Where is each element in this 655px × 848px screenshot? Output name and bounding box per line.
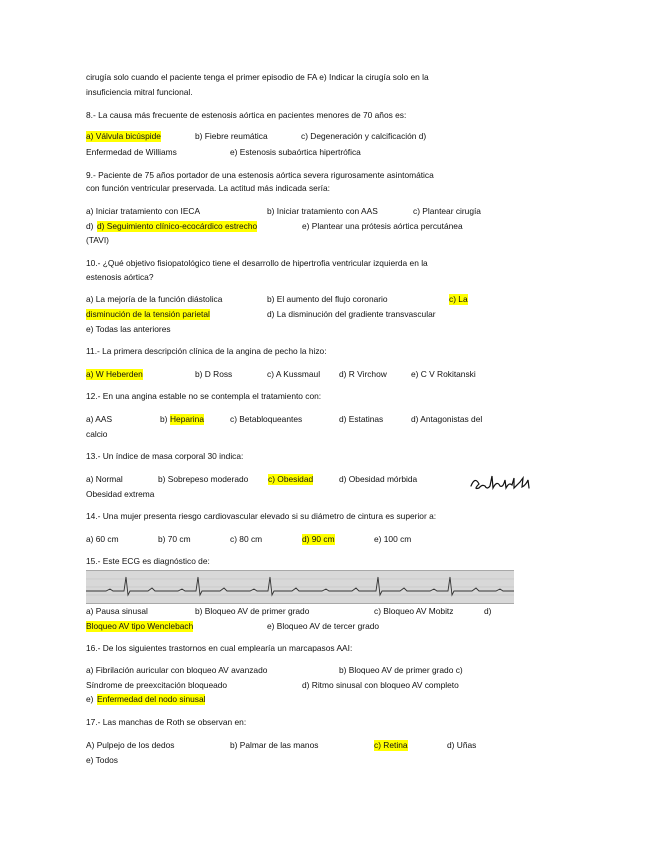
q15-option-d-label: d) xyxy=(484,606,492,616)
q9-option-e-cont: (TAVI) xyxy=(86,235,109,245)
question-12: 12.- En una angina estable no se contempla el tratamiento con: xyxy=(86,391,322,401)
question-11: 11.- La primera descripción clínica de la angina de pecho la hizo: xyxy=(86,346,327,356)
ecg-strip-image xyxy=(86,570,514,604)
q10-option-a: a) La mejoría de la función diástolica xyxy=(86,294,223,304)
q12-option-b-label: b) xyxy=(160,414,168,424)
q8-option-c: c) Degeneración y calcificación d) xyxy=(301,131,427,141)
q9-option-d: d) Seguimiento clínico-ecocárdico estrecho xyxy=(97,221,258,231)
q17-option-c: c) Retina xyxy=(374,740,408,750)
q9-option-e: e) Plantear una prótesis aórtica percutánea xyxy=(302,221,463,231)
q13-option-c: c) Obesidad xyxy=(268,474,314,484)
question-9-line-1: 9.- Paciente de 75 años portador de una estenosis aórtica severa rigurosamente asintomática xyxy=(86,170,434,180)
q9-option-a: a) Iniciar tratamiento con IECA xyxy=(86,206,201,216)
q10-option-c: c) La xyxy=(449,294,468,304)
q12-option-b: Heparina xyxy=(170,414,204,424)
question-13: 13.- Un índice de masa corporal 30 indica: xyxy=(86,451,244,461)
q13-option-e-cont: Obesidad extrema xyxy=(86,489,155,499)
q11-option-e: e) C V Rokitanski xyxy=(411,369,476,379)
q16-option-a: a) Fibrilación auricular con bloqueo AV avanzado xyxy=(86,665,268,675)
q12-option-c: c) Betabloqueantes xyxy=(230,414,303,424)
q12-option-e: d) Antagonistas del xyxy=(411,414,483,424)
q15-option-b: b) Bloqueo AV de primer grado xyxy=(195,606,310,616)
q16-option-d: d) Ritmo sinusal con bloqueo AV completo xyxy=(302,680,459,690)
intro-line-1: cirugía solo cuando el paciente tenga el primer episodio de FA e) Indicar la cirugía solo en la xyxy=(86,72,429,82)
q12-option-a: a) AAS xyxy=(86,414,113,424)
q9-option-c: c) Plantear cirugía xyxy=(413,206,481,216)
q13-option-d: d) Obesidad mórbida xyxy=(339,474,418,484)
question-15: 15.- Este ECG es diagnóstico de: xyxy=(86,556,210,566)
q10-option-d: d) La disminución del gradiente transvascular xyxy=(267,309,436,319)
q14-option-b: b) 70 cm xyxy=(158,534,191,544)
q11-option-b: b) D Ross xyxy=(195,369,233,379)
q9-option-b: b) Iniciar tratamiento con AAS xyxy=(267,206,378,216)
question-14: 14.- Una mujer presenta riesgo cardiovascular elevado si su diámetro de cintura es superior a: xyxy=(86,511,437,521)
q16-option-e: Enfermedad del nodo sinusal xyxy=(97,694,206,704)
q11-option-a: a) W Heberden xyxy=(86,369,143,379)
question-9-line-2: con función ventricular preservada. La actitud más indicada sería: xyxy=(86,183,330,193)
q14-option-e: e) 100 cm xyxy=(374,534,412,544)
q12-option-e-cont: calcio xyxy=(86,429,108,439)
q11-option-d: d) R Virchow xyxy=(339,369,387,379)
question-16: 16.- De los siguientes trastornos en cual emplearía un marcapasos AAI: xyxy=(86,643,353,653)
q14-option-a: a) 60 cm xyxy=(86,534,119,544)
q8-option-a: a) Válvula bicúspide xyxy=(86,131,161,141)
q15-option-d: Bloqueo AV tipo Wenclebach xyxy=(86,621,194,631)
ecg-trace xyxy=(86,571,514,603)
q11-option-c: c) A Kussmaul xyxy=(267,369,321,379)
q16-option-b: b) Bloqueo AV de primer grado c) xyxy=(339,665,463,675)
handwritten-note xyxy=(468,468,543,496)
question-8: 8.- La causa más frecuente de estenosis aórtica en pacientes menores de 70 años es: xyxy=(86,110,407,120)
q8-option-d: Enfermedad de Williams xyxy=(86,147,177,157)
q16-option-c-cont: Síndrome de preexcitación bloqueado xyxy=(86,680,228,690)
q14-option-c: c) 80 cm xyxy=(230,534,263,544)
q15-option-a: a) Pausa sinusal xyxy=(86,606,148,616)
q10-option-b: b) El aumento del flujo coronario xyxy=(267,294,388,304)
q12-option-d: d) Estatinas xyxy=(339,414,384,424)
q10-option-c-cont: disminución de la tensión parietal xyxy=(86,309,210,319)
q17-option-d: d) Uñas xyxy=(447,740,477,750)
q8-option-b: b) Fiebre reumática xyxy=(195,131,268,141)
q17-option-e: e) Todos xyxy=(86,755,118,765)
q8-option-e: e) Estenosis subaórtica hipertrófica xyxy=(230,147,361,157)
q13-option-b: b) Sobrepeso moderado xyxy=(158,474,249,484)
q16-option-e-label: e) xyxy=(86,694,94,704)
q9-option-d-label: d) xyxy=(86,221,94,231)
q10-option-e: e) Todas las anteriores xyxy=(86,324,171,334)
q17-option-a: A) Pulpejo de los dedos xyxy=(86,740,175,750)
question-17: 17.- Las manchas de Roth se observan en: xyxy=(86,717,247,727)
q14-option-d: d) 90 cm xyxy=(302,534,335,544)
q15-option-e: e) Bloqueo AV de tercer grado xyxy=(267,621,380,631)
q15-option-c: c) Bloqueo AV Mobitz xyxy=(374,606,454,616)
question-10-line-1: 10.- ¿Qué objetivo fisiopatológico tiene el desarrollo de hipertrofia ventricular izquierda en la xyxy=(86,258,428,268)
q17-option-b: b) Palmar de las manos xyxy=(230,740,319,750)
q13-option-a: a) Normal xyxy=(86,474,123,484)
question-10-line-2: estenosis aórtica? xyxy=(86,272,154,282)
intro-line-2: insuficiencia mitral funcional. xyxy=(86,87,193,97)
